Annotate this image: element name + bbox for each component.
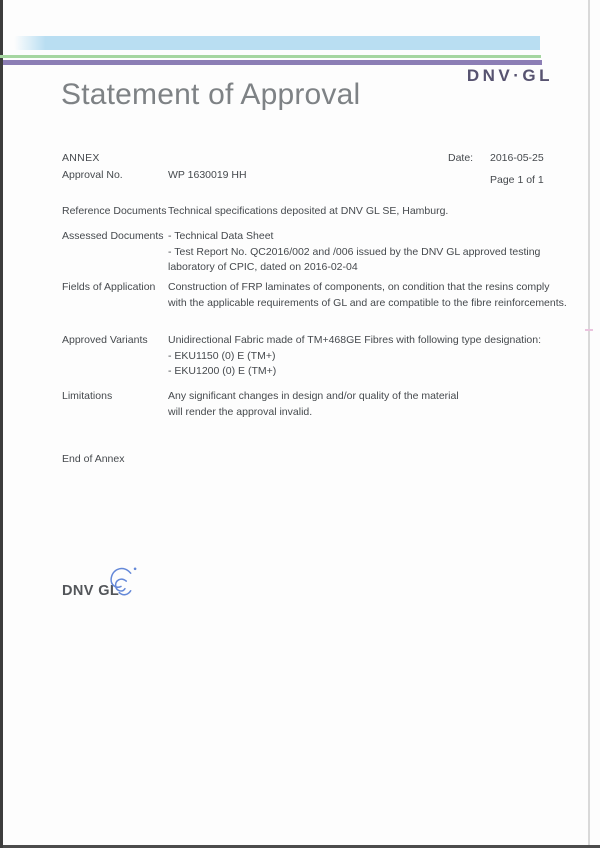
date-label: Date: [448,152,474,164]
assessed-documents-value [168,229,540,276]
scan-edge-left [0,0,3,848]
page-count: Page 1 of 1 [490,174,544,186]
header-line-purple [3,60,542,65]
reference-line: Technical specifications deposited at DNV GL SE, Hamburg. [168,205,449,217]
limitations-label: Limitations [62,390,113,402]
fields-line: with the applicable requirements of GL and are compatible to the fibre reinforcements. [168,296,567,309]
variants-line: - EKU1200 (0) E (TM+) [168,365,277,377]
fields-of-application-label: Fields of Application [62,281,156,293]
assessed-line: - Technical Data Sheet [168,230,274,242]
limitations-line: will render the approval invalid. [168,405,313,418]
dnv-gl-logo: DNV·GL [466,66,553,85]
header-line-green [0,55,541,58]
approved-variants-label: Approved Variants [62,334,148,346]
assessed-line: - Test Report No. QC2016/002 and /006 issued by the DNV GL approved testing [168,245,541,258]
page-title: Statement of Approval [61,78,361,111]
page-fold-line [588,0,590,845]
fields-of-application-value [168,280,567,311]
annex-heading: ANNEX [62,152,100,164]
approved-variants-value [168,333,541,380]
fields-line: Construction of FRP laminates of components, on condition that the resins comply [168,281,550,293]
reference-documents-value [168,204,448,220]
handwritten-signature-icon [99,561,143,603]
end-of-annex: End of Annex [62,453,125,465]
company-name: DNV GL [62,583,120,599]
approval-no-label: Approval No. [62,169,123,181]
reference-documents-label: Reference Documents [62,205,167,217]
header-band-blue [14,36,540,50]
approval-no-value: WP 1630019 HH [168,169,247,181]
limitations-line: Any significant changes in design and/or quality of the material [168,390,459,402]
assessed-documents-label: Assessed Documents [62,230,164,242]
date-value: 2016-05-25 [490,152,544,164]
variants-line: Unidirectional Fabric made of TM+468GE Fibres with following type designation: [168,334,542,346]
variants-line: - EKU1150 (0) E (TM+) [168,349,276,362]
scan-speck [585,329,593,331]
limitations-value [168,389,459,420]
assessed-line: laboratory of CPIC, dated on 2016-02-04 [168,261,358,273]
